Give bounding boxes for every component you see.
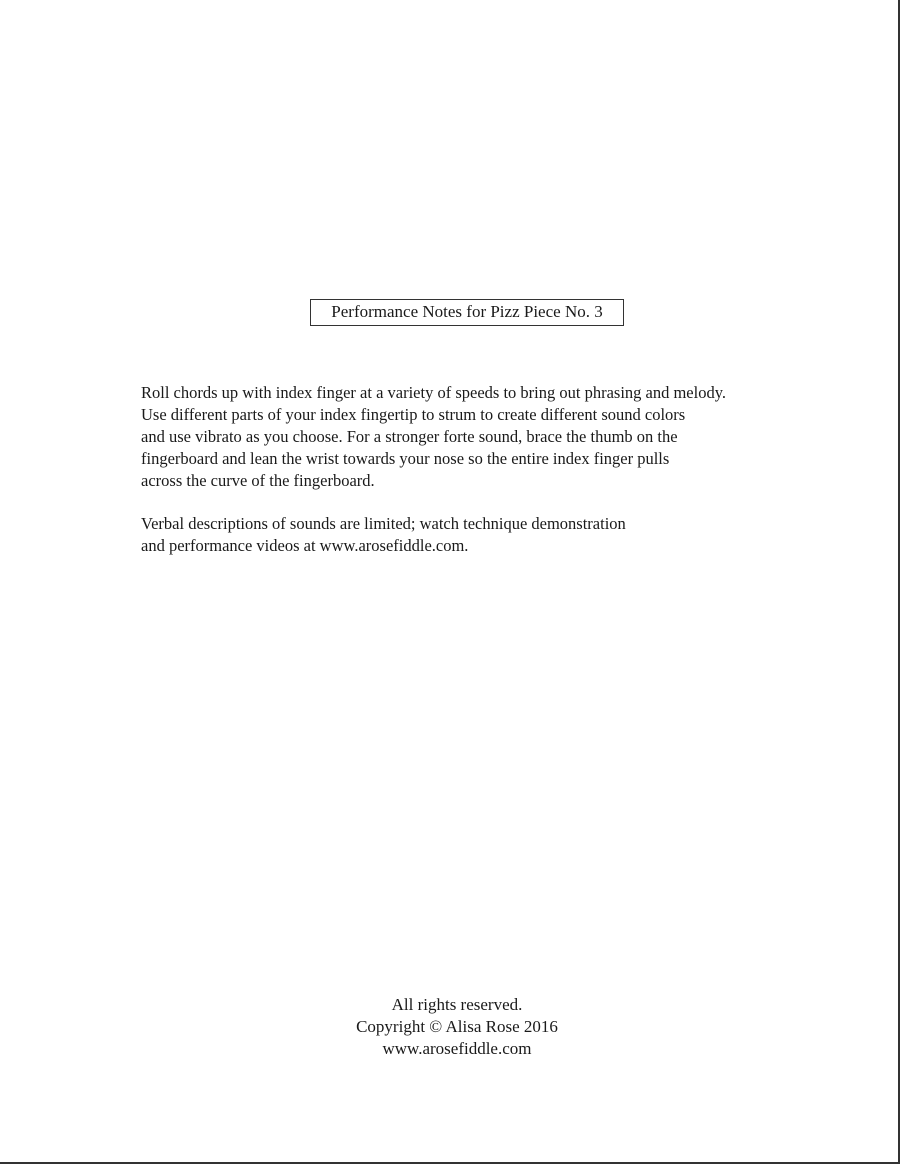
paragraph-line: across the curve of the fingerboard. [141,471,375,490]
page-title: Performance Notes for Pizz Piece No. 3 [310,299,624,326]
video-reference-paragraph [141,513,881,557]
paragraph-line: Roll chords up with index finger at a variety of speeds to bring out phrasing and melody. [141,383,727,402]
paragraph-line: Verbal descriptions of sounds are limited; watch technique demonstration [141,514,626,533]
rights-text: All rights reserved. [391,995,523,1014]
copyright-text: Copyright © Alisa Rose 2016 [356,1017,558,1036]
paragraph-line: and performance videos at www.arosefiddle.com. [141,536,469,555]
paragraph-line: Use different parts of your index fingertip to strum to create different sound colors [141,405,686,424]
performance-notes-paragraph [141,382,881,492]
website-text: www.arosefiddle.com [382,1039,532,1058]
paragraph-line: fingerboard and lean the wrist towards your nose so the entire index finger pulls [141,449,670,468]
paragraph-line: and use vibrato as you choose. For a stronger forte sound, brace the thumb on the [141,427,678,446]
copyright-footer [0,994,900,1060]
